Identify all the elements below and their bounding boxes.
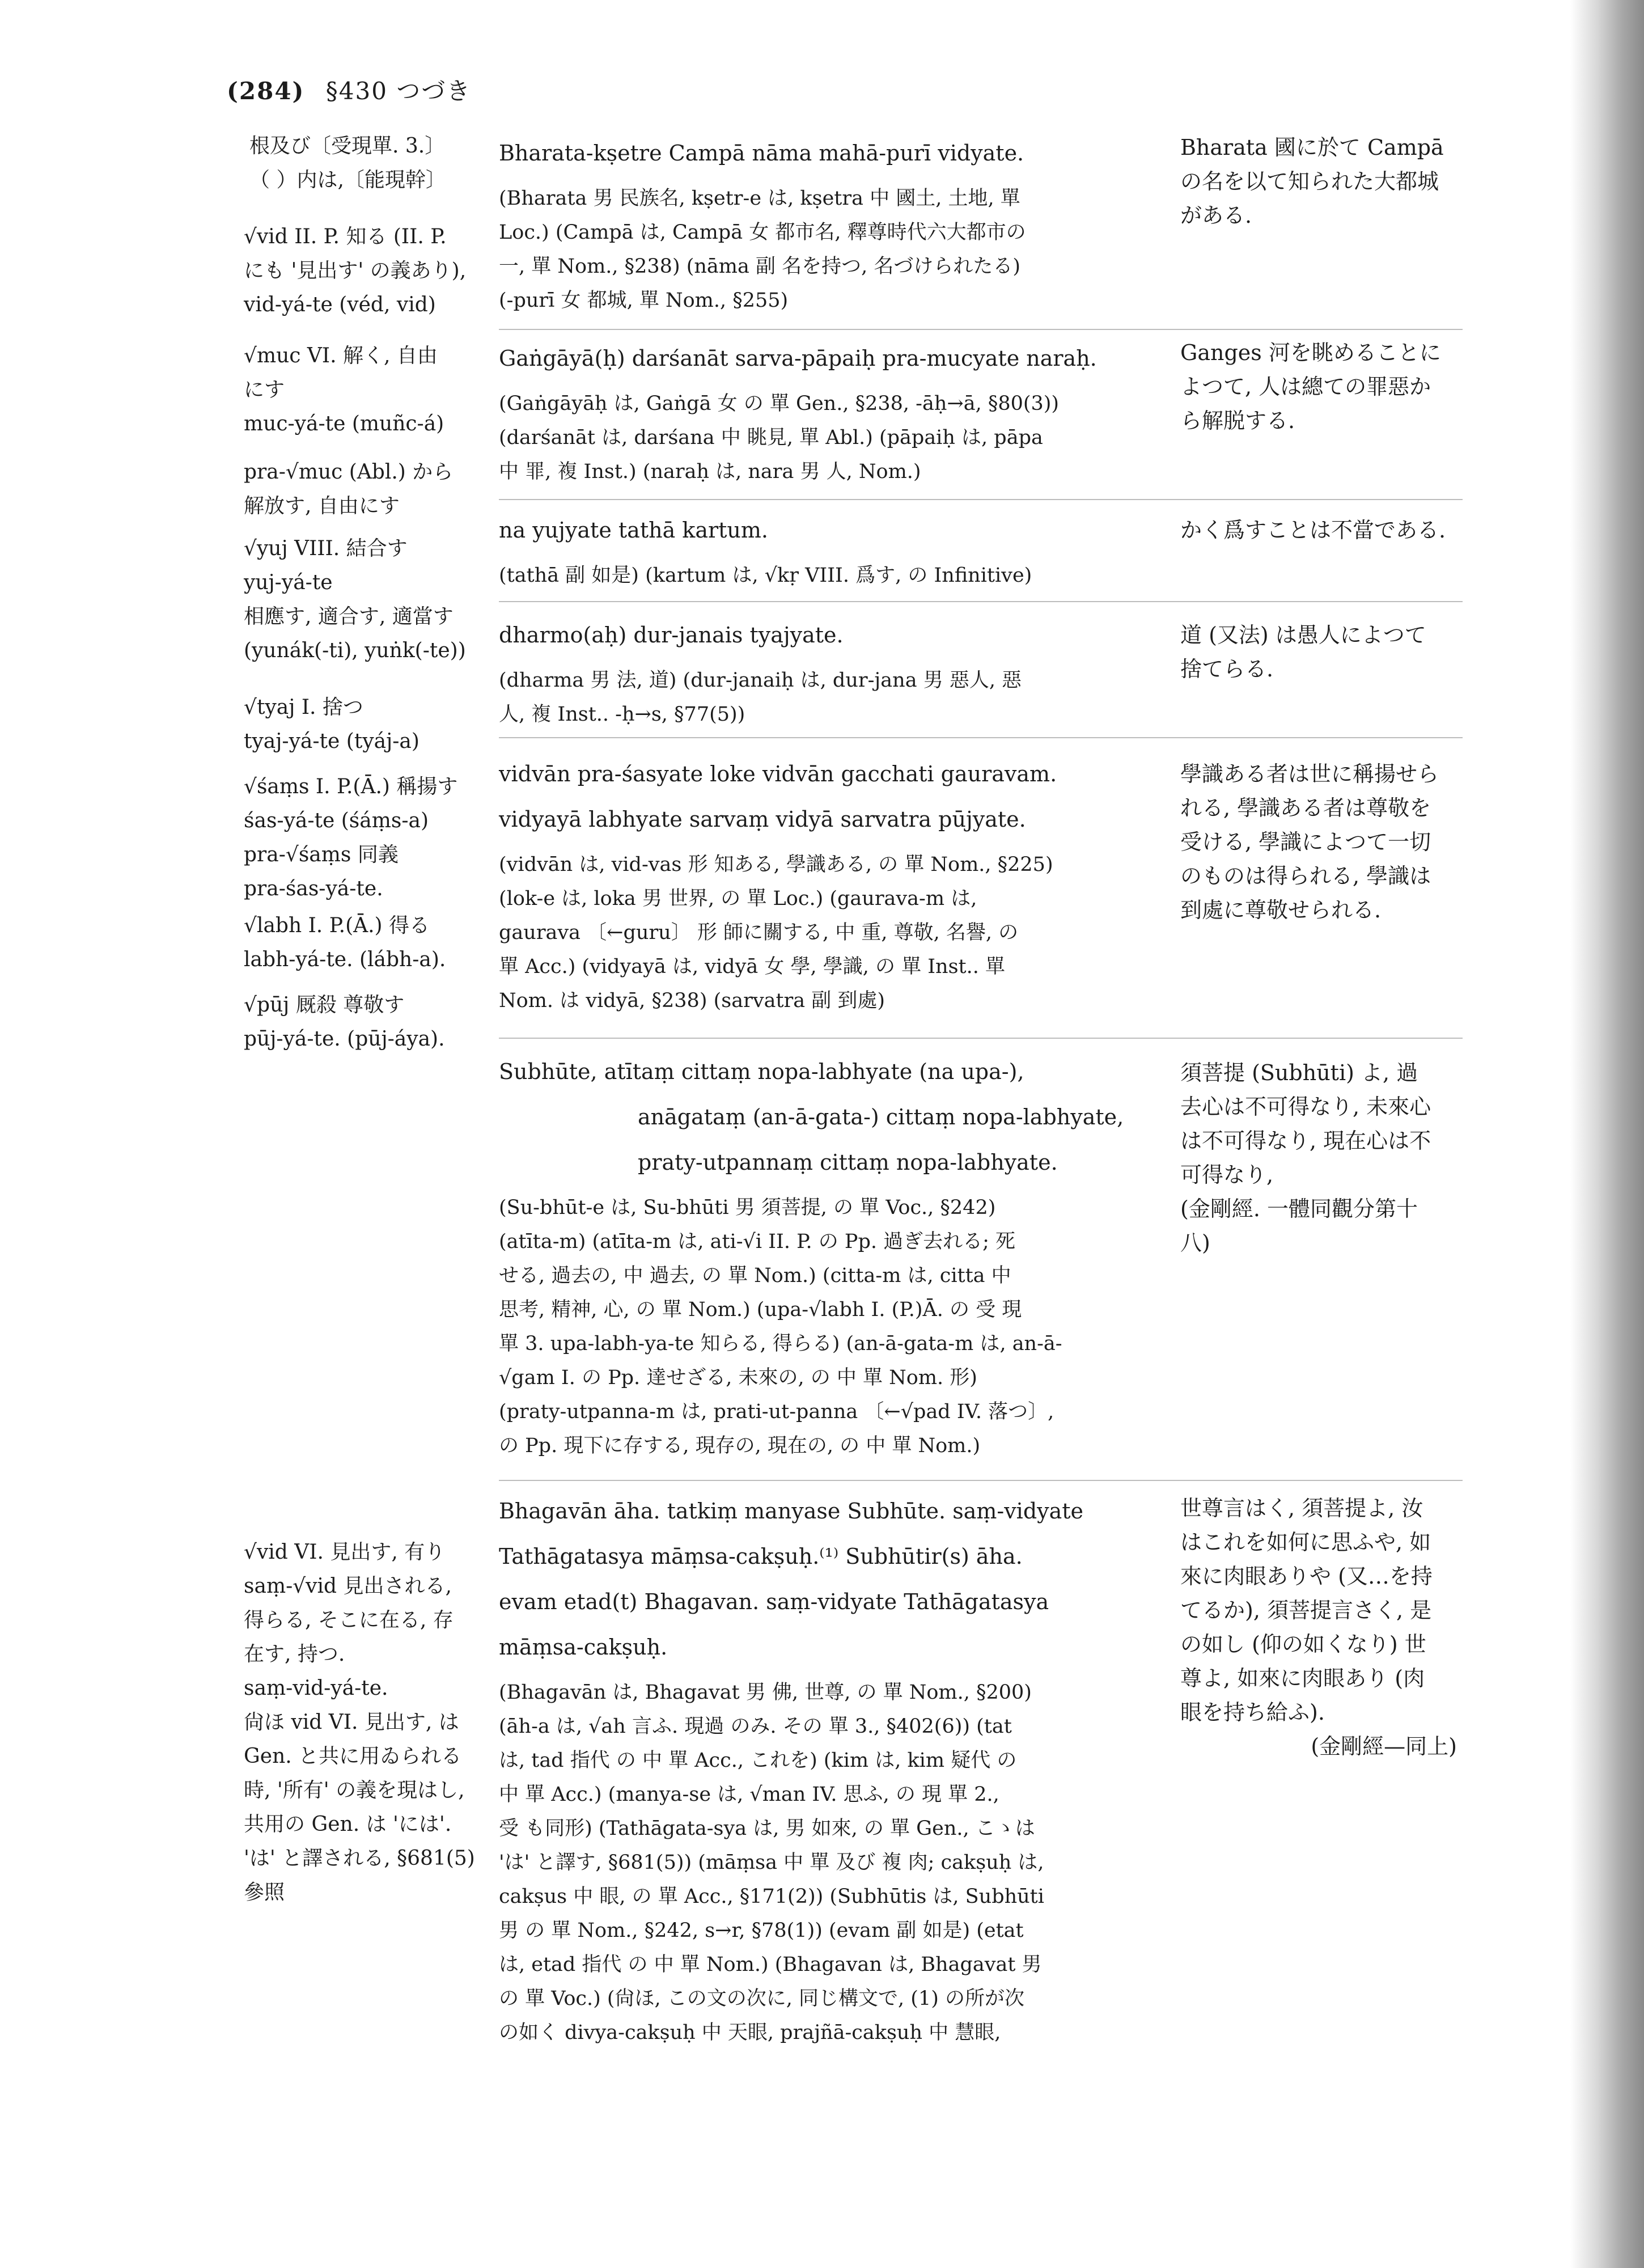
grammar-notes [499, 663, 1156, 731]
left-entry-yuj [244, 532, 488, 668]
page-number: (284) [227, 77, 305, 105]
translation-line: 須菩提 (Subhūti) よ, 過 [1180, 1060, 1418, 1085]
left-entry-line: √pūj 厩殺 尊敬す [244, 993, 405, 1017]
example-line: vidyayā labhyate sarvaṃ vidyā sarvatra pūjyate. [499, 807, 1026, 832]
note-line: は, etad 指代 の 中 單 Nom.) (Bhagavan は, Bhagavat 男 [499, 1953, 1042, 1976]
section-divider [499, 1480, 1463, 1481]
translation-line: 受ける, 學識によつて一切 [1180, 830, 1431, 854]
sanskrit-example [499, 336, 1156, 381]
translation-line: ら解脱する. [1180, 408, 1295, 433]
left-entry-line: pra-√muc (Abl.) から [244, 460, 454, 484]
sanskrit-example [499, 1049, 1156, 1185]
left-entry-line: 得らる, そこに在る, 存 [244, 1609, 454, 1632]
page-header [227, 73, 471, 107]
left-entry-sams [244, 770, 488, 906]
left-entry-line: 在す, 持つ. [244, 1643, 345, 1666]
left-entry-line: 相應す, 適合す, 適當す [244, 605, 454, 628]
note-line: (-purī 女 都城, 單 Nom., §255) [499, 289, 789, 312]
grammar-notes [499, 1675, 1156, 2050]
sanskrit-example [499, 612, 1156, 658]
note-line: 中 單 Acc.) (manya-se は, √man IV. 思ふ, の 現 單 2., [499, 1783, 999, 1806]
section-1-translation [1180, 336, 1464, 438]
example-line: anāgataṃ (an-ā-gata-) cittaṃ nopa-labhyate, [638, 1105, 1124, 1129]
note-line: 單 3. upa-labh-ya-te 知らる, 得らる) (an-ā-gata-m は, an-ā- [499, 1332, 1062, 1355]
translation-line: 學識ある者は世に稱揚せら [1180, 761, 1439, 786]
scan-shadow-edge [1570, 0, 1644, 2268]
sanskrit-example [499, 130, 1156, 176]
grammar-notes [499, 848, 1156, 1018]
grammar-notes [499, 558, 1156, 593]
left-entry-line: √vid VI. 見出す, 有り [244, 1541, 446, 1564]
translation-line: (金剛經. 一體同觀分第十 [1180, 1196, 1418, 1221]
translation-line: 去心は不可得なり, 未來心 [1180, 1094, 1431, 1119]
left-entry-line: vid-yá-te (véd, vid) [244, 293, 436, 316]
left-entry-line: 參照 [244, 1881, 285, 1904]
translation-line: の如し (仰の如くなり) 世 [1180, 1632, 1426, 1657]
note-line: 單 Acc.) (vidyayā は, vidyā 女 學, 學識, の 單 Inst.. 單 [499, 955, 1005, 978]
left-entry-line: にも '見出す' の義あり), [244, 259, 467, 282]
translation-line: 來に肉眼ありや (又…を持 [1180, 1564, 1433, 1589]
note-line: cakṣus 中 眼, の 單 Acc., §171(2)) (Subhūtis は, Subhūti [499, 1885, 1044, 1908]
section-divider [499, 737, 1463, 738]
note-line: (atīta-m) (atīta-m は, ati-√i II. P. の Pp. 過ぎ去れる; 死 [499, 1230, 1016, 1253]
translation-line: 世尊言はく, 須菩提よ, 汝 [1180, 1496, 1423, 1521]
note-line: (vidvān は, vid-vas 形 知ある, 學識ある, の 單 Nom., §225) [499, 853, 1053, 876]
note-line: 人, 複 Inst.. -ḥ→s, §77(5)) [499, 703, 745, 726]
grammar-notes [499, 181, 1156, 318]
section-divider [499, 1038, 1463, 1039]
section-2-body [499, 507, 1156, 593]
translation-line: のものは得られる, 學識は [1180, 864, 1431, 888]
translation-line: てるか), 須菩提言さく, 是 [1180, 1598, 1432, 1623]
example-line: Bhagavān āha. tatkiṃ manyase Subhūte. saṃ-vidyate [499, 1499, 1084, 1524]
note-line: Loc.) (Campā は, Campā 女 都市名, 釋尊時代六大都市の [499, 221, 1026, 244]
left-entry-line: yuj-yá-te [244, 571, 333, 594]
left-entry-line: 解放す, 自由にす [244, 494, 400, 518]
note-line: (darśanāt は, darśana 中 眺見, 單 Abl.) (pāpaiḥ は, pāpa [499, 426, 1043, 449]
example-line: māṃsa-cakṣuḥ. [499, 1635, 668, 1660]
note-line: (Su-bhūt-e は, Su-bhūti 男 須菩提, の 單 Voc., §242) [499, 1196, 996, 1219]
left-entry-line: √labh I. P.(Ā.) 得る [244, 914, 430, 937]
section-0-body [499, 130, 1156, 318]
section-3-translation [1180, 618, 1464, 686]
left-entry-line: √śaṃs I. P.(Ā.) 稱揚す [244, 775, 458, 798]
left-entry-line: Gen. と共に用ゐられる [244, 1745, 462, 1768]
translation-line: 可得なり, [1180, 1162, 1274, 1187]
note-line: 男 の 單 Nom., §242, s→r, §78(1)) (evam 副 如是) (etat [499, 1919, 1024, 1942]
note-line: (Gaṅgāyāḥ は, Gaṅgā 女 の 單 Gen., §238, -āḥ→ā, §80(3)) [499, 392, 1060, 415]
section-divider [499, 601, 1463, 602]
translation-line: Bharata 國に於て Campā [1180, 135, 1444, 160]
left-entry-line: √vid II. P. 知る (II. P. [244, 225, 447, 248]
example-line: vidvān pra-śasyate loke vidvān gacchati gauravam. [499, 761, 1057, 786]
translation-line: れる, 學識ある者は尊敬を [1180, 796, 1431, 820]
note-line: の Pp. 現下に存する, 現存の, 現在の, の 中 單 Nom.) [499, 1435, 981, 1457]
note-line: せる, 過去の, 中 過去, の 單 Nom.) (citta-m は, citta 中 [499, 1264, 1011, 1287]
note-line: は, tad 指代 の 中 單 Acc., これを) (kim は, kim 疑代 の [499, 1749, 1017, 1772]
section-0-translation [1180, 130, 1464, 232]
left-entry-line: にす [244, 378, 285, 401]
example-line: Bharata-kṣetre Campā nāma mahā-purī vidyate. [499, 141, 1024, 166]
section-2-translation [1180, 513, 1464, 547]
note-line: 'は' と譯す, §681(5)) (māṃsa 中 單 及び 複 肉; cakṣuḥ は, [499, 1851, 1044, 1874]
note-line: の如く divya-cakṣuḥ 中 天眼, prajñā-cakṣuḥ 中 慧眼, [499, 2021, 1001, 2044]
translation-line: よつて, 人は總ての罪惡か [1180, 374, 1431, 399]
left-entry-line: saṃ-vid-yá-te. [244, 1677, 388, 1700]
note-line: (dharma 男 法, 道) (dur-janaiḥ は, dur-jana 男 惡人, 惡 [499, 669, 1022, 692]
left-entry-line: pra-√śaṃs 同義 [244, 843, 399, 866]
left-entry-vid-vi [244, 1535, 488, 1910]
note-line: 一, 單 Nom., §238) (nāma 副 名を持つ, 名づけられたる) [499, 255, 1020, 278]
left-entry-muc [244, 339, 488, 441]
left-heading [244, 129, 488, 197]
left-entry-puj [244, 988, 488, 1056]
example-line: evam etad(t) Bhagavan. saṃ-vidyate Tathāgatasya [499, 1589, 1049, 1614]
section-4-body [499, 751, 1156, 1018]
left-entry-line: (yunák(-ti), yuṅk(-te)) [244, 639, 466, 662]
grammar-notes [499, 387, 1156, 489]
section-1-body [499, 336, 1156, 489]
note-line: √gam I. の Pp. 達せざる, 未來の, の 中 單 Nom. 形) [499, 1366, 977, 1389]
note-line: (tathā 副 如是) (kartum は, √kṛ VIII. 爲す, の Infinitive) [499, 564, 1032, 587]
translation-line: の名を以て知られた大都城 [1180, 169, 1439, 194]
sanskrit-example [499, 507, 1156, 553]
grammar-notes [499, 1191, 1156, 1463]
left-heading-line: （ ）内は,〔能現幹〕 [249, 168, 446, 192]
left-entry-tyaj [244, 691, 488, 759]
example-line: Tathāgatasya māṃsa-cakṣuḥ.⁽¹⁾ Subhūtir(s) āha. [499, 1544, 1023, 1569]
translation-line: はこれを如何に思ふや, 如 [1180, 1530, 1431, 1555]
note-line: 中 罪, 複 Inst.) (naraḥ は, nara 男 人, Nom.) [499, 460, 921, 483]
left-entry-vid-ii [244, 220, 488, 322]
section-5-body [499, 1049, 1156, 1463]
section-6-body [499, 1488, 1156, 2050]
sanskrit-example [499, 751, 1156, 842]
example-line: Gaṅgāyā(ḥ) darśanāt sarva-pāpaiḥ pra-mucyate naraḥ. [499, 346, 1097, 371]
translation-line: 眼を持ち給ふ). [1180, 1700, 1325, 1725]
left-entry-line: 時, '所有' の義を現はし, [244, 1779, 465, 1802]
note-line: 受 も同形) (Tathāgata-sya は, 男 如來, の 單 Gen., こゝは [499, 1817, 1035, 1840]
translation-line: 道 (又法) は愚人によつて [1180, 623, 1426, 648]
section-divider [499, 329, 1463, 330]
note-line: (lok-e は, loka 男 世界, の 單 Loc.) (gaurava-m は, [499, 887, 977, 910]
example-line: Subhūte, atītaṃ cittaṃ nopa-labhyate (na upa-), [499, 1059, 1024, 1084]
left-entry-labh [244, 909, 488, 977]
left-entry-line: pūj-yá-te. (pūj-áya). [244, 1027, 445, 1051]
left-entry-line: √muc VI. 解く, 自由 [244, 344, 438, 367]
left-entry-pra-muc [244, 455, 488, 523]
citation: (金剛經—同上) [1311, 1734, 1457, 1759]
left-entry-line: śas-yá-te (śáṃs-a) [244, 809, 429, 832]
note-line: gaurava 〔←guru〕 形 師に關する, 中 重, 尊敬, 名譽, の [499, 921, 1019, 944]
section-3-body [499, 612, 1156, 731]
translation-line: 尊よ, 如來に肉眼あり (肉 [1180, 1666, 1425, 1691]
example-line: dharmo(aḥ) dur-janais tyajyate. [499, 623, 844, 648]
example-line: praty-utpannaṃ cittaṃ nopa-labhyate. [638, 1150, 1058, 1175]
translation-line: は不可得なり, 現在心は不 [1180, 1128, 1431, 1153]
left-entry-line: 共用の Gen. は 'には'. [244, 1813, 452, 1836]
translation-line: 捨てらる. [1180, 657, 1274, 682]
section-5-translation [1180, 1056, 1464, 1260]
translation-line: 八) [1180, 1230, 1210, 1255]
translation-line: Ganges 河を眺めることに [1180, 340, 1441, 365]
note-line: (āh-a は, √ah 言ふ. 現過 のみ. その 單 3., §402(6)) (tat [499, 1715, 1012, 1738]
section-6-translation [1180, 1491, 1464, 1763]
left-entry-line: saṃ-√vid 見出される, [244, 1575, 452, 1598]
sanskrit-example [499, 1488, 1156, 1670]
note-line: Nom. は vidyā, §238) (sarvatra 副 到處) [499, 989, 885, 1012]
section-label: §430 つづき [325, 77, 472, 105]
translation-line: かく爲すことは不當である. [1180, 518, 1446, 543]
note-line: (praty-utpanna-m は, prati-ut-panna 〔←√pad IV. 落つ〕, [499, 1400, 1054, 1423]
left-entry-line: tyaj-yá-te (tyáj-a) [244, 730, 420, 753]
left-entry-line: labh-yá-te. (lábh-a). [244, 948, 446, 971]
left-entry-line: √tyaj I. 捨つ [244, 696, 363, 719]
note-line: 思考, 精神, 心, の 單 Nom.) (upa-√labh I. (P.)Ā. の 受 現 [499, 1298, 1022, 1321]
note-line: (Bharata 男 民族名, kṣetr-e は, kṣetra 中 國土, 土地, 單 [499, 187, 1020, 210]
note-line: (Bhagavān は, Bhagavat 男 佛, 世尊, の 單 Nom., §200) [499, 1681, 1032, 1704]
left-entry-line: 尙ほ vid VI. 見出す, は [244, 1711, 459, 1734]
section-divider [499, 499, 1463, 500]
left-entry-line: √yuj VIII. 結合す [244, 537, 408, 560]
translation-line: 到處に尊敬せられる. [1180, 898, 1382, 923]
left-entry-line: 'は' と譯される, §681(5) [244, 1847, 475, 1870]
note-line: の 單 Voc.) (尙ほ, この文の次に, 同じ構文で, (1) の所が次 [499, 1987, 1025, 2010]
translation-line: がある. [1180, 203, 1252, 228]
left-heading-line: 根及び〔受現單. 3.〕 [249, 134, 446, 158]
left-entry-line: pra-śas-yá-te. [244, 877, 383, 900]
section-4-translation [1180, 757, 1464, 927]
example-line: na yujyate tathā kartum. [499, 518, 768, 543]
left-entry-line: muc-yá-te (muñc-á) [244, 412, 444, 435]
